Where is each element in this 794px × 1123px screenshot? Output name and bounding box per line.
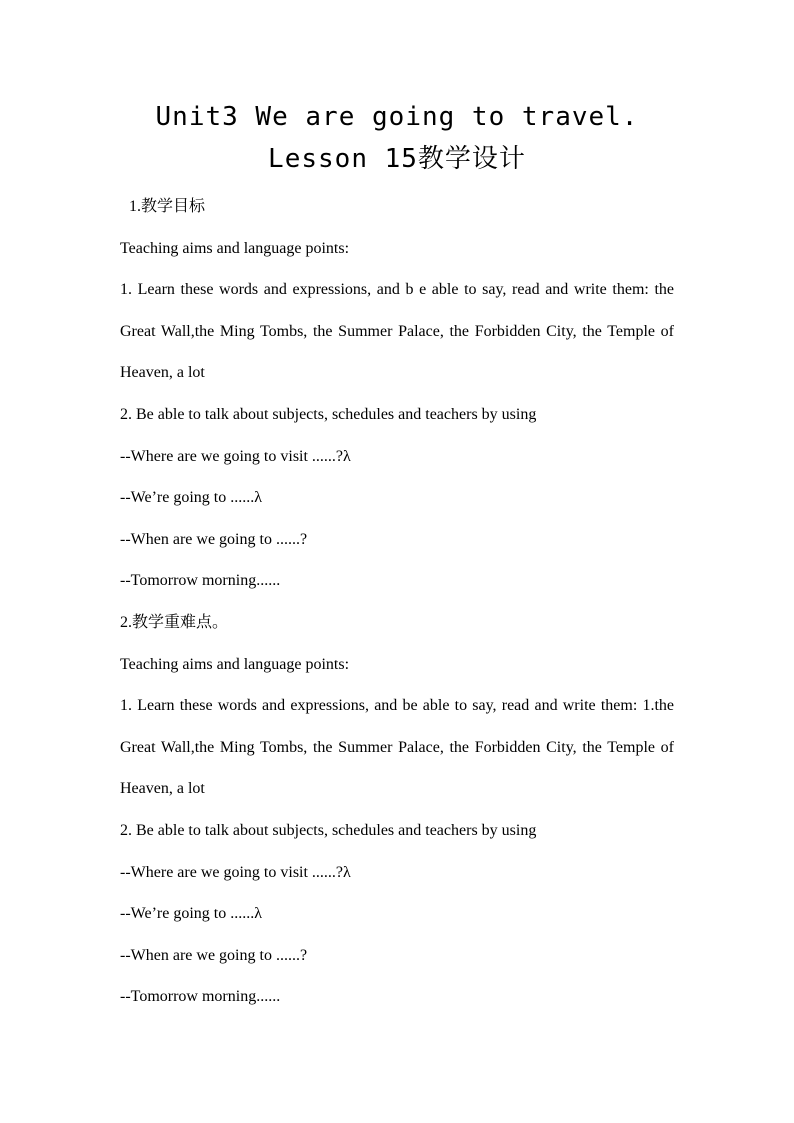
section-1-dialog-line: --Where are we going to visit ......?λ bbox=[120, 447, 351, 465]
section-2-subheading: Teaching aims and language points: bbox=[120, 655, 350, 673]
section-1-dialog-line: --Tomorrow morning...... bbox=[120, 572, 281, 590]
section-1-item-2: 2. Be able to talk about subjects, schedules and teachers by using bbox=[120, 405, 537, 423]
section-1-heading: 1.教学目标 bbox=[129, 198, 206, 215]
section-1-subheading: Teaching aims and language points: bbox=[120, 239, 350, 257]
section-1-item-1: 1. Learn these words and expressions, and b e able to say, read and write them: the Great Wall,the Ming Tombs, the Summer Palace, the Forbidden City, the Temple of Heaven, a lot bbox=[120, 281, 674, 382]
section-1-dialog-line: --We’re going to ......λ bbox=[120, 489, 262, 507]
section-2-dialog-line: --We’re going to ......λ bbox=[120, 905, 262, 923]
document-body bbox=[120, 186, 674, 1018]
section-2-dialog-line: --Where are we going to visit ......?λ bbox=[120, 863, 351, 881]
section-2-heading: 2.教学重难点。 bbox=[120, 613, 229, 631]
section-2-dialog-line: --Tomorrow morning...... bbox=[120, 988, 281, 1006]
section-2-item-2: 2. Be able to talk about subjects, schedules and teachers by using bbox=[120, 821, 537, 839]
document-title-line-1: Unit3 We are going to travel. bbox=[155, 102, 639, 132]
document-title-line-2: Lesson 15教学设计 bbox=[268, 144, 526, 174]
section-2-item-1: 1. Learn these words and expressions, and be able to say, read and write them: 1.the Great Wall,the Ming Tombs, the Summer Palace, the Forbidden City, the Temple of Heaven, a lot bbox=[120, 697, 674, 798]
section-2-dialog-line: --When are we going to ......? bbox=[120, 946, 308, 964]
section-1-dialog-line: --When are we going to ......? bbox=[120, 530, 308, 548]
